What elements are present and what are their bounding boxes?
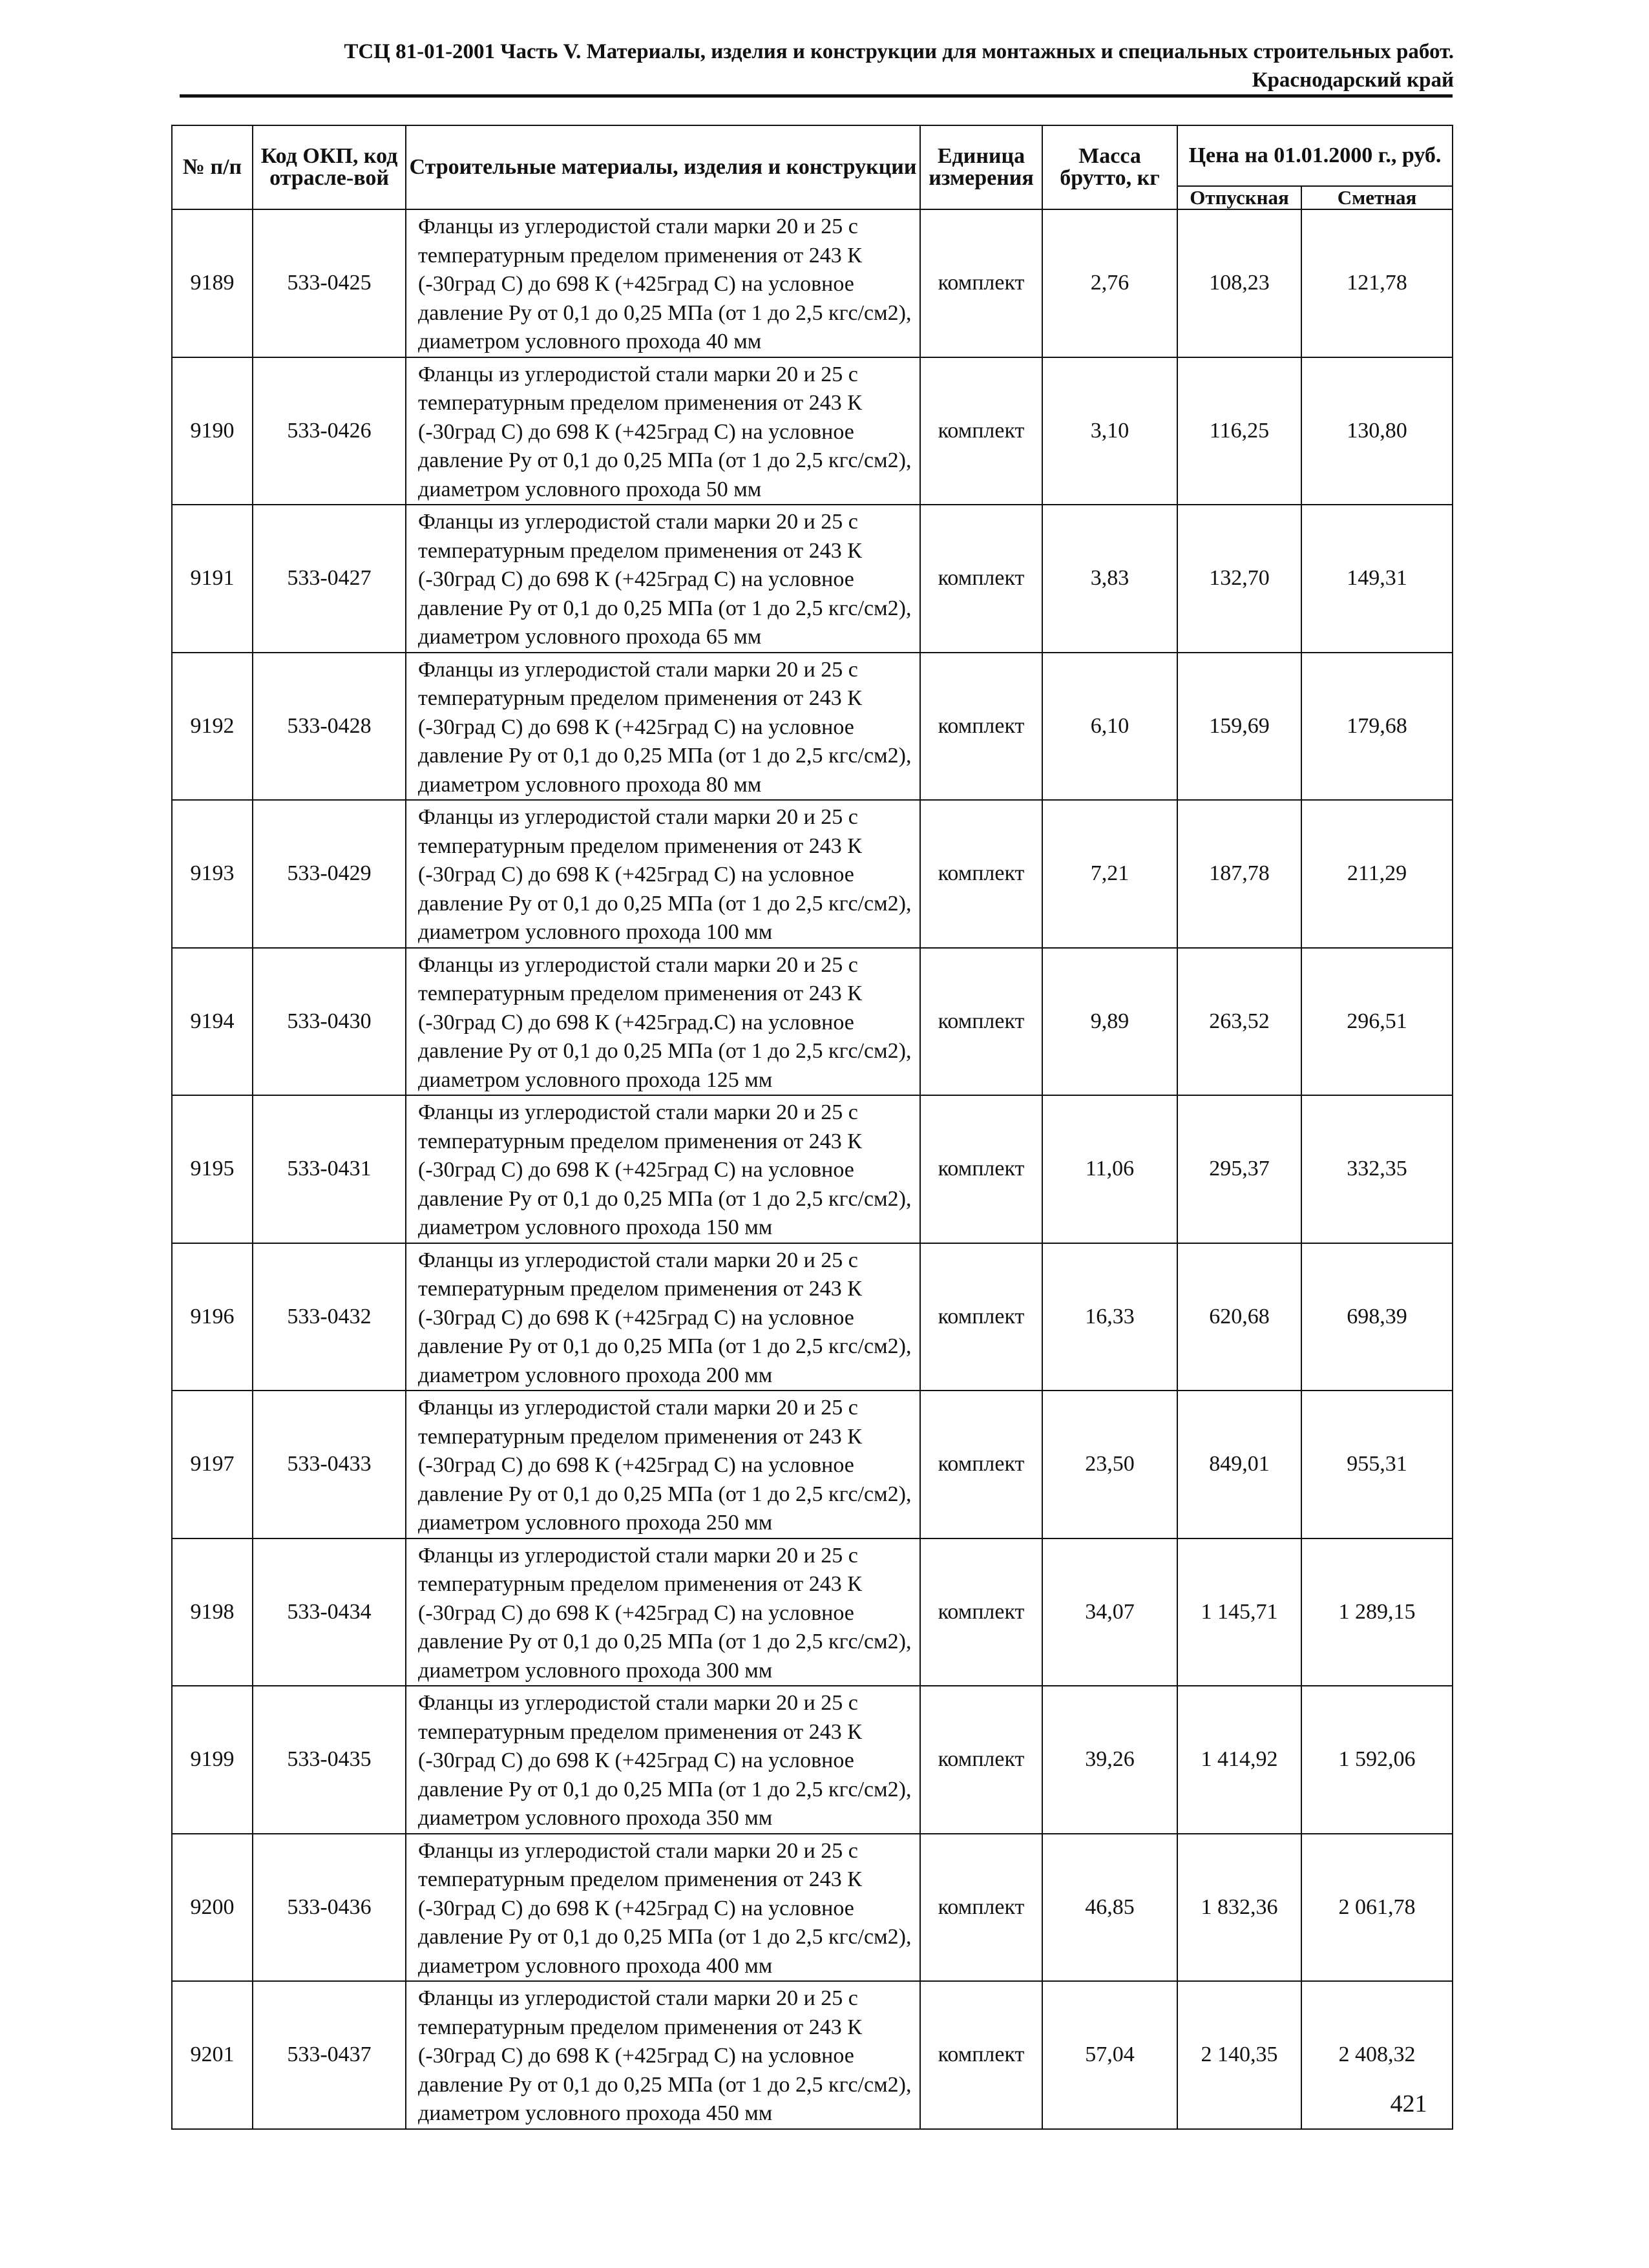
cell-description: Фланцы из углеродистой стали марки 20 и 25 с температурным пределом применения от 243 К (-30град С) до 698 К (+425град С) на условное давление Ру от 0,1 до 0,25 МПа (от 1 до 2,5 кгс/см2), диаметром условного прохода 350 мм: [406, 1686, 920, 1834]
table-row: [172, 1095, 1453, 1243]
cell-code: 533-0433: [253, 1391, 406, 1538]
cell-price-sale: 295,37: [1177, 1095, 1301, 1243]
table-row: [172, 800, 1453, 948]
column-header-price: Цена на 01.01.2000 г., руб.: [1177, 125, 1453, 186]
cell-price-sale: 849,01: [1177, 1391, 1301, 1538]
cell-description: Фланцы из углеродистой стали марки 20 и 25 с температурным пределом применения от 243 К (-30град С) до 698 К (+425град С) на условное давление Ру от 0,1 до 0,25 МПа (от 1 до 2,5 кгс/см2), диаметром условного прохода 300 мм: [406, 1538, 920, 1686]
column-header-num: № п/п: [172, 125, 253, 209]
cell-num: 9192: [172, 653, 253, 801]
cell-num: 9199: [172, 1686, 253, 1834]
cell-mass: 7,21: [1042, 800, 1177, 948]
cell-num: 9195: [172, 1095, 253, 1243]
cell-code: 533-0426: [253, 357, 406, 505]
cell-description: Фланцы из углеродистой стали марки 20 и 25 с температурным пределом применения от 243 К (-30град С) до 698 К (+425град С) на условное давление Ру от 0,1 до 0,25 МПа (от 1 до 2,5 кгс/см2), диаметром условного прохода 65 мм: [406, 505, 920, 653]
cell-description: Фланцы из углеродистой стали марки 20 и 25 с температурным пределом применения от 243 К (-30град С) до 698 К (+425град С) на условное давление Ру от 0,1 до 0,25 МПа (от 1 до 2,5 кгс/см2), диаметром условного прохода 150 мм: [406, 1095, 920, 1243]
table-row: [172, 505, 1453, 653]
cell-price-sale: 108,23: [1177, 209, 1301, 357]
cell-num: 9196: [172, 1243, 253, 1391]
cell-mass: 16,33: [1042, 1243, 1177, 1391]
cell-description: Фланцы из углеродистой стали марки 20 и 25 с температурным пределом применения от 243 К (-30град С) до 698 К (+425град С) на условное давление Ру от 0,1 до 0,25 МПа (от 1 до 2,5 кгс/см2), диаметром условного прохода 40 мм: [406, 209, 920, 357]
cell-num: 9190: [172, 357, 253, 505]
cell-price-estimate: 1 289,15: [1301, 1538, 1453, 1686]
region-label: Краснодарский край: [1252, 68, 1454, 92]
cell-price-sale: 620,68: [1177, 1243, 1301, 1391]
table-row: [172, 948, 1453, 1096]
cell-num: 9197: [172, 1391, 253, 1538]
cell-price-sale: 1 832,36: [1177, 1834, 1301, 1982]
cell-price-estimate: 2 061,78: [1301, 1834, 1453, 1982]
cell-mass: 6,10: [1042, 653, 1177, 801]
price-table: [171, 125, 1453, 2130]
cell-num: 9191: [172, 505, 253, 653]
cell-unit: комплект: [920, 1243, 1042, 1391]
cell-code: 533-0435: [253, 1686, 406, 1834]
cell-description: Фланцы из углеродистой стали марки 20 и 25 с температурным пределом применения от 243 К (-30град С) до 698 К (+425град С) на условное давление Ру от 0,1 до 0,25 МПа (от 1 до 2,5 кгс/см2), диаметром условного прохода 100 мм: [406, 800, 920, 948]
cell-description: Фланцы из углеродистой стали марки 20 и 25 с температурным пределом применения от 243 К (-30град С) до 698 К (+425град.С) на условное давление Ру от 0,1 до 0,25 МПа (от 1 до 2,5 кгс/см2), диаметром условного прохода 125 мм: [406, 948, 920, 1096]
cell-unit: комплект: [920, 1095, 1042, 1243]
cell-code: 533-0427: [253, 505, 406, 653]
cell-unit: комплект: [920, 1686, 1042, 1834]
table-row: [172, 1391, 1453, 1538]
page-header: [168, 37, 1454, 94]
cell-price-sale: 159,69: [1177, 653, 1301, 801]
cell-unit: комплект: [920, 209, 1042, 357]
cell-price-sale: 187,78: [1177, 800, 1301, 948]
table-row: [172, 653, 1453, 801]
cell-code: 533-0434: [253, 1538, 406, 1686]
table-row: [172, 1243, 1453, 1391]
cell-price-estimate: 332,35: [1301, 1095, 1453, 1243]
cell-code: 533-0436: [253, 1834, 406, 1982]
cell-description: Фланцы из углеродистой стали марки 20 и 25 с температурным пределом применения от 243 К (-30град С) до 698 К (+425град С) на условное давление Ру от 0,1 до 0,25 МПа (от 1 до 2,5 кгс/см2), диаметром условного прохода 450 мм: [406, 1981, 920, 2129]
cell-price-sale: 132,70: [1177, 505, 1301, 653]
cell-code: 533-0432: [253, 1243, 406, 1391]
header-divider: [180, 94, 1453, 98]
cell-price-sale: 1 145,71: [1177, 1538, 1301, 1686]
cell-mass: 23,50: [1042, 1391, 1177, 1538]
cell-price-estimate: 698,39: [1301, 1243, 1453, 1391]
cell-mass: 46,85: [1042, 1834, 1177, 1982]
cell-unit: комплект: [920, 1834, 1042, 1982]
cell-mass: 34,07: [1042, 1538, 1177, 1686]
cell-description: Фланцы из углеродистой стали марки 20 и 25 с температурным пределом применения от 243 К (-30град С) до 698 К (+425град С) на условное давление Ру от 0,1 до 0,25 МПа (от 1 до 2,5 кгс/см2), диаметром условного прохода 400 мм: [406, 1834, 920, 1982]
cell-num: 9193: [172, 800, 253, 948]
cell-num: 9200: [172, 1834, 253, 1982]
cell-mass: 39,26: [1042, 1686, 1177, 1834]
cell-code: 533-0437: [253, 1981, 406, 2129]
cell-mass: 3,83: [1042, 505, 1177, 653]
table-row: [172, 1981, 1453, 2129]
cell-price-estimate: 130,80: [1301, 357, 1453, 505]
column-header-price-sale: Отпускная: [1177, 186, 1301, 209]
cell-price-estimate: 1 592,06: [1301, 1686, 1453, 1834]
cell-price-estimate: 211,29: [1301, 800, 1453, 948]
cell-code: 533-0431: [253, 1095, 406, 1243]
cell-description: Фланцы из углеродистой стали марки 20 и 25 с температурным пределом применения от 243 К (-30град С) до 698 К (+425град С) на условное давление Ру от 0,1 до 0,25 МПа (от 1 до 2,5 кгс/см2), диаметром условного прохода 200 мм: [406, 1243, 920, 1391]
cell-mass: 11,06: [1042, 1095, 1177, 1243]
cell-price-sale: 263,52: [1177, 948, 1301, 1096]
table-row: [172, 1834, 1453, 1982]
cell-num: 9201: [172, 1981, 253, 2129]
table-row: [172, 357, 1453, 505]
document-title: ТСЦ 81-01-2001 Часть V. Материалы, изделия и конструкции для монтажных и специальных строительных работ.: [344, 40, 1454, 63]
cell-price-estimate: 955,31: [1301, 1391, 1453, 1538]
cell-price-sale: 2 140,35: [1177, 1981, 1301, 2129]
column-header-mass: Масса брутто, кг: [1042, 125, 1177, 209]
cell-price-estimate: 296,51: [1301, 948, 1453, 1096]
cell-description: Фланцы из углеродистой стали марки 20 и 25 с температурным пределом применения от 243 К (-30град С) до 698 К (+425град С) на условное давление Ру от 0,1 до 0,25 МПа (от 1 до 2,5 кгс/см2), диаметром условного прохода 50 мм: [406, 357, 920, 505]
cell-price-estimate: 179,68: [1301, 653, 1453, 801]
cell-unit: комплект: [920, 948, 1042, 1096]
cell-unit: комплект: [920, 1981, 1042, 2129]
cell-num: 9189: [172, 209, 253, 357]
cell-description: Фланцы из углеродистой стали марки 20 и 25 с температурным пределом применения от 243 К (-30град С) до 698 К (+425град С) на условное давление Ру от 0,1 до 0,25 МПа (от 1 до 2,5 кгс/см2), диаметром условного прохода 250 мм: [406, 1391, 920, 1538]
cell-code: 533-0428: [253, 653, 406, 801]
cell-code: 533-0430: [253, 948, 406, 1096]
cell-mass: 9,89: [1042, 948, 1177, 1096]
cell-num: 9194: [172, 948, 253, 1096]
cell-mass: 3,10: [1042, 357, 1177, 505]
cell-mass: 2,76: [1042, 209, 1177, 357]
column-header-name: Строительные материалы, изделия и конструкции: [406, 125, 920, 209]
page-number: 421: [1390, 2090, 1427, 2117]
cell-unit: комплект: [920, 653, 1042, 801]
cell-mass: 57,04: [1042, 1981, 1177, 2129]
cell-unit: комплект: [920, 1538, 1042, 1686]
cell-price-sale: 1 414,92: [1177, 1686, 1301, 1834]
column-header-unit: Единица измерения: [920, 125, 1042, 209]
column-header-code: Код ОКП, код отрасле-вой: [253, 125, 406, 209]
table-row: [172, 209, 1453, 357]
cell-unit: комплект: [920, 505, 1042, 653]
cell-code: 533-0425: [253, 209, 406, 357]
table-header-row: [172, 125, 1453, 186]
cell-price-estimate: 2 408,32: [1301, 1981, 1453, 2129]
cell-price-estimate: 121,78: [1301, 209, 1453, 357]
table-row: [172, 1538, 1453, 1686]
cell-code: 533-0429: [253, 800, 406, 948]
cell-description: Фланцы из углеродистой стали марки 20 и 25 с температурным пределом применения от 243 К (-30град С) до 698 К (+425град С) на условное давление Ру от 0,1 до 0,25 МПа (от 1 до 2,5 кгс/см2), диаметром условного прохода 80 мм: [406, 653, 920, 801]
cell-num: 9198: [172, 1538, 253, 1686]
cell-unit: комплект: [920, 800, 1042, 948]
cell-unit: комплект: [920, 357, 1042, 505]
table-row: [172, 1686, 1453, 1834]
cell-unit: комплект: [920, 1391, 1042, 1538]
cell-price-sale: 116,25: [1177, 357, 1301, 505]
column-header-price-estimate: Сметная: [1301, 186, 1453, 209]
cell-price-estimate: 149,31: [1301, 505, 1453, 653]
